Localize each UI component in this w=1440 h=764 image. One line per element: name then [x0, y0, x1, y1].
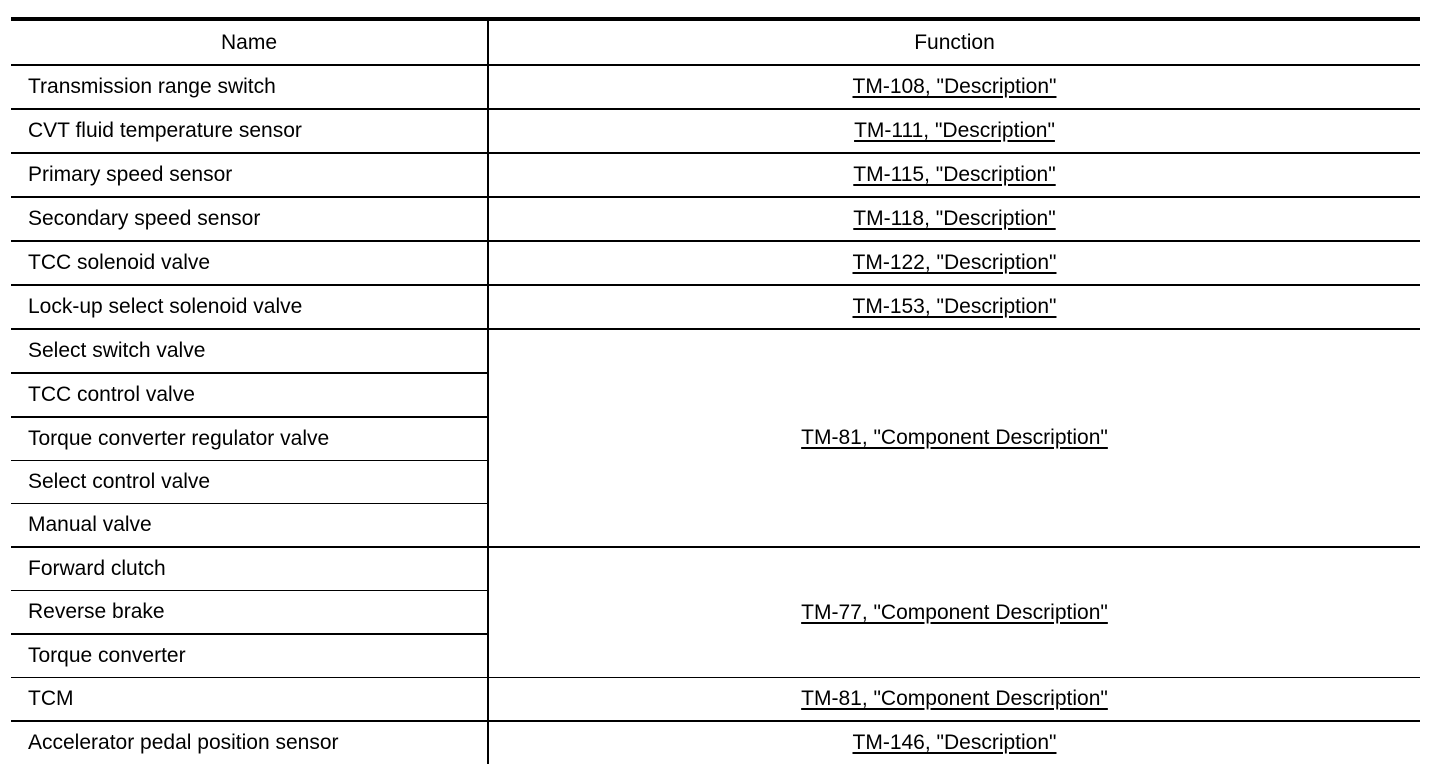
table-row [11, 109, 1420, 153]
column-header-name: Name [11, 19, 488, 65]
function-cell [488, 109, 1420, 153]
component-name: Manual valve [11, 504, 488, 548]
column-header-function: Function [488, 19, 1420, 65]
component-name: Primary speed sensor [11, 153, 488, 197]
function-link[interactable]: TM-115, "Description" [853, 163, 1056, 186]
table-row [11, 153, 1420, 197]
function-link[interactable]: TM-111, "Description" [854, 119, 1055, 142]
table-row [11, 678, 1420, 722]
function-link[interactable]: TM-77, "Component Description" [801, 600, 1108, 624]
table-row [11, 329, 1420, 373]
function-cell [488, 678, 1420, 722]
component-name: TCM [11, 678, 488, 722]
function-cell [488, 285, 1420, 329]
function-link[interactable]: TM-118, "Description" [853, 207, 1056, 230]
component-name: Forward clutch [11, 547, 488, 591]
component-name: CVT fluid temperature sensor [11, 109, 488, 153]
function-link[interactable]: TM-81, "Component Description" [801, 426, 1108, 449]
table-row [11, 285, 1420, 329]
component-name: Select control valve [11, 461, 488, 504]
component-name: Reverse brake [11, 591, 488, 635]
component-name: TCC solenoid valve [11, 241, 488, 285]
function-link[interactable]: TM-153, "Description" [852, 295, 1057, 318]
component-name: Accelerator pedal position sensor [28, 731, 339, 754]
function-cell [488, 547, 1420, 678]
component-name: Lock-up select solenoid valve [11, 285, 488, 329]
function-link[interactable]: TM-146, "Description" [852, 731, 1057, 754]
function-cell [488, 721, 1420, 764]
function-link[interactable]: TM-108, "Description" [852, 75, 1057, 98]
table-row [11, 65, 1420, 109]
table-row [11, 197, 1420, 241]
component-name: Select switch valve [11, 329, 488, 373]
function-cell [488, 153, 1420, 197]
table-row [11, 547, 1420, 591]
component-name: Torque converter [11, 634, 488, 678]
component-name: Torque converter regulator valve [11, 417, 488, 461]
function-link[interactable]: TM-122, "Description" [852, 251, 1057, 274]
component-reference-table [11, 17, 1420, 764]
function-cell [488, 197, 1420, 241]
function-link[interactable]: TM-81, "Component Description" [801, 687, 1108, 710]
component-name: TCC control valve [11, 373, 488, 417]
function-cell [488, 329, 1420, 547]
component-name: Transmission range switch [11, 65, 488, 109]
table-header-row [11, 19, 1420, 65]
component-name: Secondary speed sensor [11, 197, 488, 241]
table-row [11, 721, 1420, 764]
function-cell [488, 65, 1420, 109]
function-cell [488, 241, 1420, 285]
table-row [11, 241, 1420, 285]
